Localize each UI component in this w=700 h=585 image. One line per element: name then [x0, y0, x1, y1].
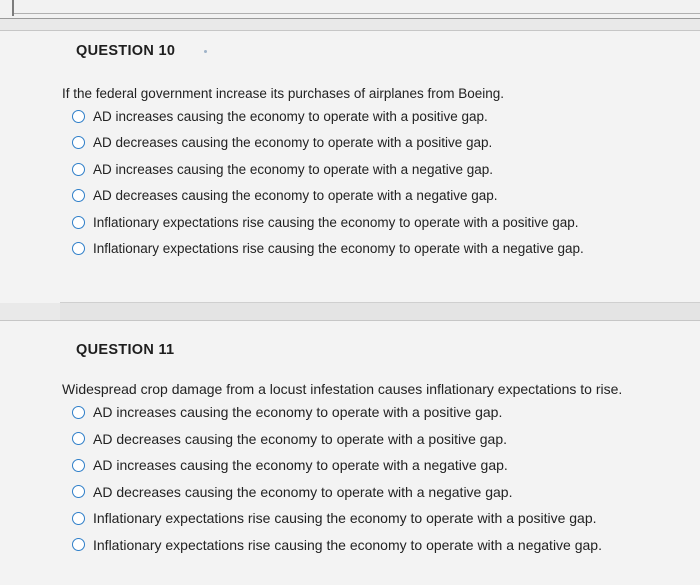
- option-label: AD increases causing the economy to operate with a negative gap.: [93, 161, 493, 177]
- question-11-option-3[interactable]: [72, 452, 602, 479]
- question-10-options: [72, 103, 584, 262]
- question-10-option-1[interactable]: [72, 103, 584, 130]
- radio-button-icon[interactable]: [72, 110, 85, 123]
- option-label: AD decreases causing the economy to operate with a positive gap.: [93, 135, 493, 151]
- option-label: Inflationary expectations rise causing the economy to operate with a positive gap.: [93, 510, 597, 527]
- option-label: AD decreases causing the economy to operate with a negative gap.: [93, 188, 498, 204]
- question-10-option-3[interactable]: [72, 156, 584, 183]
- question-11-option-6[interactable]: [72, 532, 602, 559]
- top-rule: [14, 13, 700, 14]
- question-11-title: QUESTION 11: [76, 342, 175, 358]
- question-11-text: Widespread crop damage from a locust infestation causes inflationary expectations to rise.: [62, 381, 623, 397]
- option-label: AD increases causing the economy to operate with a negative gap.: [93, 457, 508, 474]
- title-dot: [204, 50, 207, 53]
- question-10-title: QUESTION 10: [76, 43, 176, 59]
- option-label: Inflationary expectations rise causing the economy to operate with a positive gap.: [93, 214, 579, 230]
- radio-button-icon[interactable]: [72, 216, 85, 229]
- radio-button-icon[interactable]: [72, 136, 85, 149]
- radio-button-icon[interactable]: [72, 459, 85, 472]
- option-label: Inflationary expectations rise causing the economy to operate with a negative gap.: [93, 241, 584, 257]
- option-label: Inflationary expectations rise causing the economy to operate with a negative gap.: [93, 536, 602, 553]
- question-10-text: If the federal government increase its purchases of airplanes from Boeing.: [62, 86, 504, 101]
- question-separator: [60, 302, 700, 322]
- option-label: AD decreases causing the economy to operate with a positive gap.: [93, 430, 508, 447]
- question-11-panel: [0, 320, 700, 585]
- radio-button-icon[interactable]: [72, 538, 85, 551]
- option-label: AD increases causing the economy to operate with a positive gap.: [93, 108, 488, 124]
- top-strip: [0, 0, 700, 19]
- question-11-option-1[interactable]: [72, 399, 602, 426]
- radio-button-icon[interactable]: [72, 242, 85, 255]
- question-10-panel: [0, 30, 700, 303]
- question-10-option-5[interactable]: [72, 209, 584, 236]
- radio-button-icon[interactable]: [72, 485, 85, 498]
- radio-button-icon[interactable]: [72, 189, 85, 202]
- option-label: AD increases causing the economy to operate with a positive gap.: [93, 404, 503, 421]
- radio-button-icon[interactable]: [72, 512, 85, 525]
- question-10-option-4[interactable]: [72, 183, 584, 210]
- question-10-option-2[interactable]: [72, 130, 584, 157]
- question-11-options: [72, 399, 602, 558]
- radio-button-icon[interactable]: [72, 432, 85, 445]
- question-11-option-2[interactable]: [72, 426, 602, 453]
- radio-button-icon[interactable]: [72, 163, 85, 176]
- question-11-option-4[interactable]: [72, 479, 602, 506]
- question-10-option-6[interactable]: [72, 236, 584, 263]
- option-label: AD decreases causing the economy to operate with a negative gap.: [93, 483, 513, 500]
- radio-button-icon[interactable]: [72, 406, 85, 419]
- question-11-option-5[interactable]: [72, 505, 602, 532]
